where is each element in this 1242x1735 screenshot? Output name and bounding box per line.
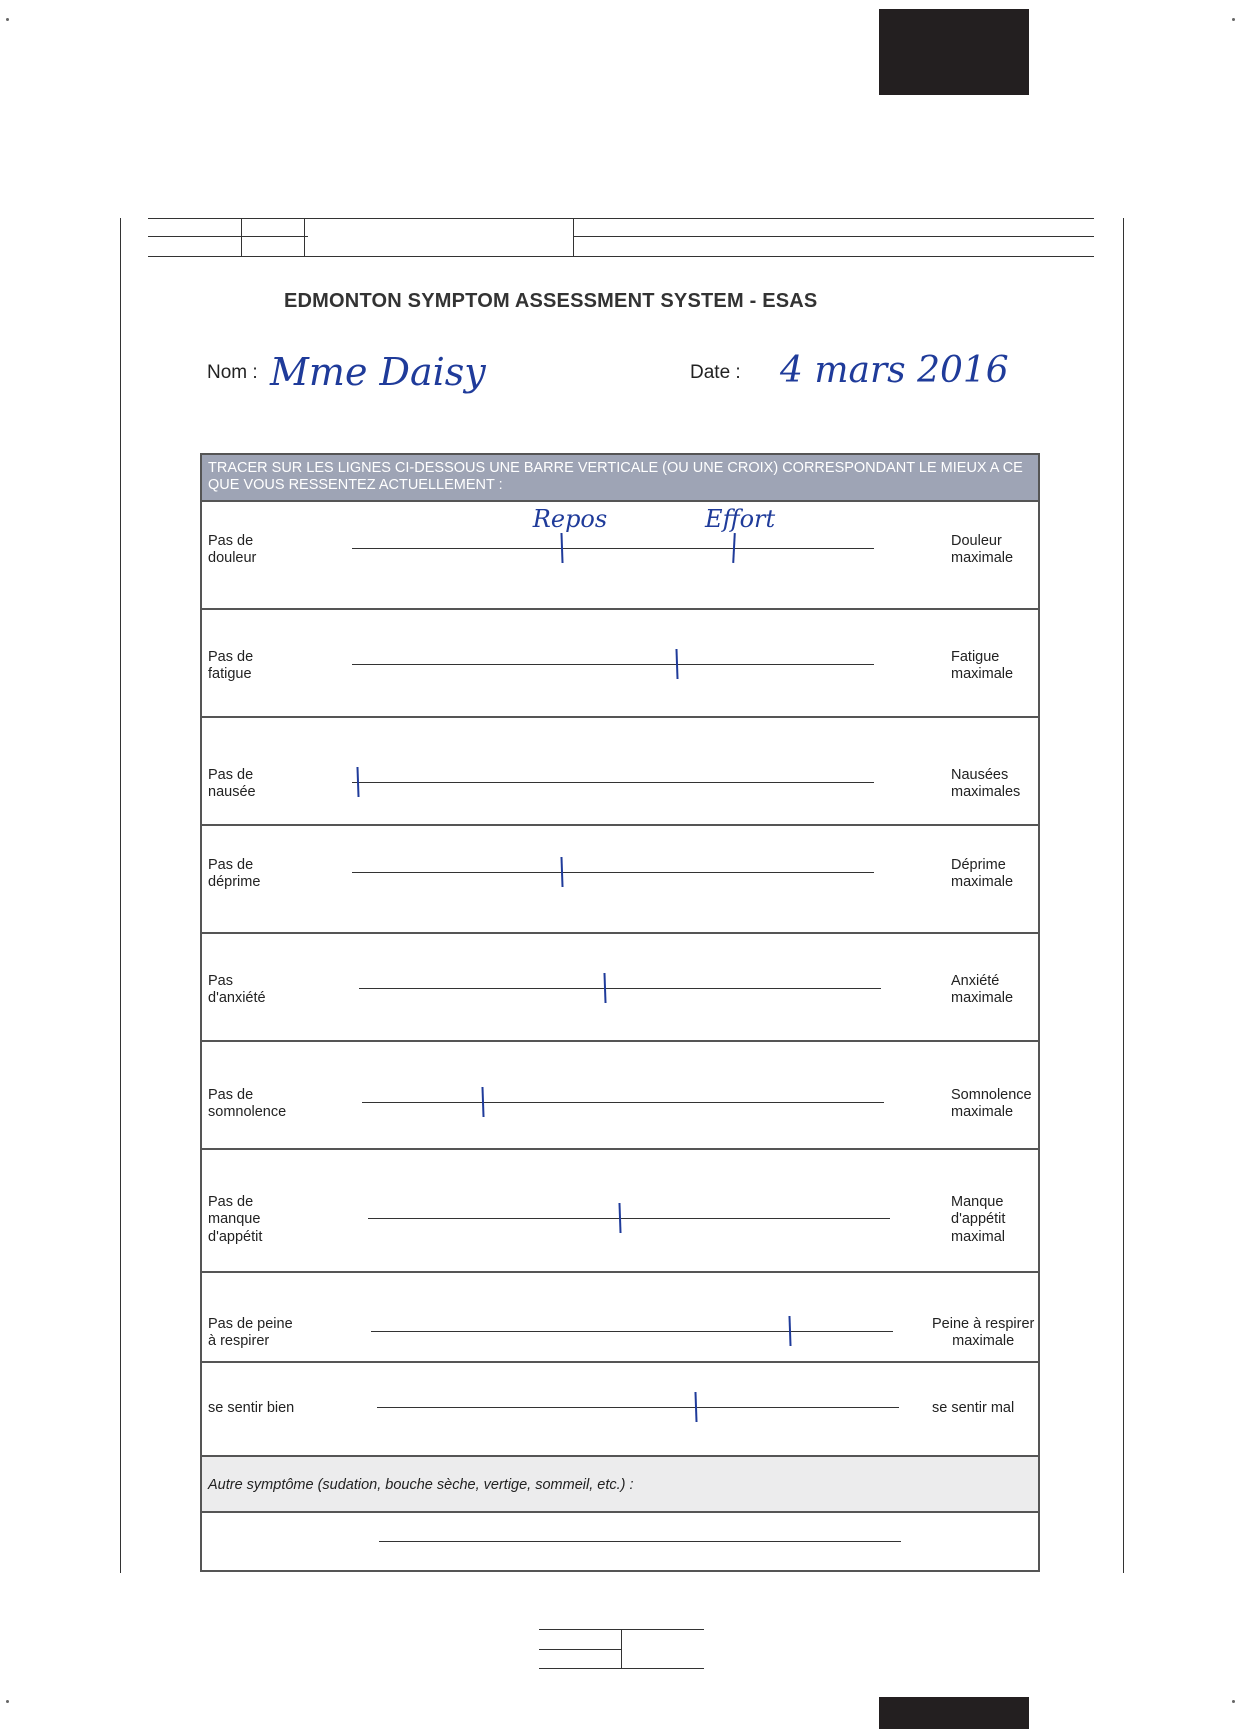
symptom-min-label: Pas de fatigue xyxy=(208,648,254,682)
symptom-row xyxy=(202,1271,1038,1361)
symptom-max-label: Peine à respirer maximale xyxy=(932,1315,1035,1349)
symptom-max-label: se sentir mal xyxy=(932,1400,1015,1417)
symptom-max-label: Douleur maximale xyxy=(951,532,1014,566)
registration-dot xyxy=(6,1700,9,1703)
handwritten-mark xyxy=(788,1316,791,1346)
symptom-max-label: Anxiété maximale xyxy=(951,972,1014,1006)
handwritten-annotation: Repos xyxy=(532,505,608,533)
page-margin-left xyxy=(120,218,121,1573)
symptom-row xyxy=(202,932,1038,1040)
handwritten-mark xyxy=(560,533,563,563)
symptom-min-label: Pas de peine à respirer xyxy=(208,1315,293,1349)
page-margin-right xyxy=(1123,218,1124,1573)
autre-symptome-entry xyxy=(202,1511,1038,1570)
symptom-max-label: Déprime maximale xyxy=(951,856,1014,890)
symptom-scale-line[interactable] xyxy=(377,1407,899,1408)
date-label: Date : xyxy=(690,362,741,383)
handwritten-mark xyxy=(560,857,563,887)
symptom-row xyxy=(202,1148,1038,1271)
symptom-min-label: Pas de manque d'appétit xyxy=(208,1193,263,1245)
autre-symptome-line[interactable] xyxy=(379,1541,901,1542)
symptom-min-label: se sentir bien xyxy=(208,1400,295,1417)
symptom-row xyxy=(202,1040,1038,1148)
symptom-max-label: Somnolence maximale xyxy=(951,1086,1032,1120)
instructions: TRACER SUR LES LIGNES CI-DESSOUS UNE BARRE VERTICALE (OU UNE CROIX) CORRESPONDANT LE MIEUX A CE QUE VOUS RESSENTEZ ACTUELLEMENT : xyxy=(202,455,1038,500)
date-value: 4 mars 2016 xyxy=(780,350,1009,391)
symptom-row xyxy=(202,716,1038,824)
autre-symptome-row xyxy=(202,1455,1038,1511)
symptom-scale-line[interactable] xyxy=(368,1218,890,1219)
symptom-scale-line[interactable] xyxy=(371,1331,893,1332)
symptom-max-label: Fatigue maximale xyxy=(951,648,1014,682)
symptom-min-label: Pas de déprime xyxy=(208,856,261,890)
handwritten-annotation: Effort xyxy=(705,505,776,533)
symptom-scale-line[interactable] xyxy=(352,548,874,549)
registration-dot xyxy=(6,18,9,21)
symptom-row xyxy=(202,608,1038,716)
autre-symptome-label: Autre symptôme (sudation, bouche sèche, vertige, sommeil, etc.) : xyxy=(208,1477,634,1493)
redaction-block-bottom xyxy=(879,1697,1029,1729)
redaction-block-top xyxy=(879,9,1029,95)
symptom-scale-line[interactable] xyxy=(352,782,874,783)
symptom-max-label: Nausées maximales xyxy=(951,766,1021,800)
symptom-scale-line[interactable] xyxy=(352,872,874,873)
symptom-max-label: Manque d'appétit maximal xyxy=(951,1193,1006,1245)
registration-dot xyxy=(1232,18,1235,21)
symptom-scale-line[interactable] xyxy=(362,1102,884,1103)
form-title: EDMONTON SYMPTOM ASSESSMENT SYSTEM - ESAS xyxy=(284,290,818,312)
nom-value: Mme Daisy xyxy=(270,350,486,394)
symptom-min-label: Pas de douleur xyxy=(208,532,257,566)
symptom-row xyxy=(202,500,1038,608)
symptom-min-label: Pas d'anxiété xyxy=(208,972,266,1006)
symptom-scale-line[interactable] xyxy=(352,664,874,665)
registration-dot xyxy=(1232,1700,1235,1703)
symptom-min-label: Pas de nausée xyxy=(208,766,256,800)
handwritten-mark xyxy=(675,649,678,679)
symptom-row xyxy=(202,1361,1038,1455)
symptom-scale-line[interactable] xyxy=(359,988,881,989)
nom-label: Nom : xyxy=(207,362,258,383)
esas-form xyxy=(200,453,1040,1572)
symptom-min-label: Pas de somnolence xyxy=(208,1086,287,1120)
symptom-row xyxy=(202,824,1038,932)
handwritten-mark xyxy=(618,1203,621,1233)
